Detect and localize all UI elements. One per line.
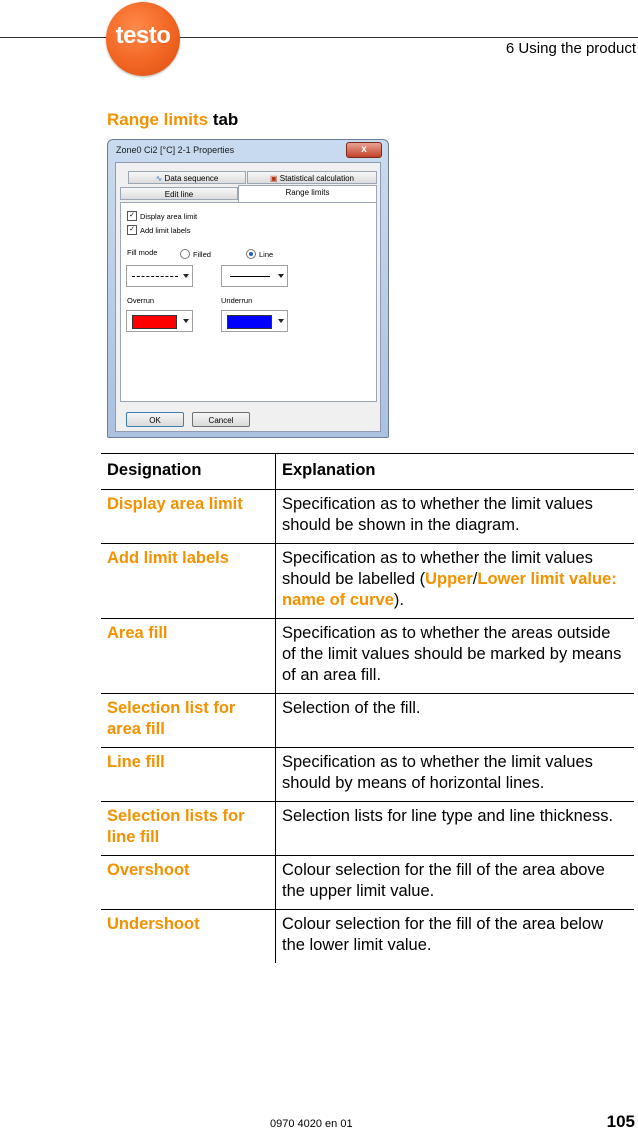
tab-statistical-label: Statistical calculation bbox=[279, 174, 355, 183]
section-title bbox=[107, 110, 238, 130]
chevron-down-icon bbox=[183, 319, 189, 323]
tab-range-limits-label: Range limits bbox=[285, 188, 330, 197]
line-option-label: Line bbox=[259, 249, 274, 259]
logo-text: testo bbox=[115, 22, 171, 49]
chevron-down-icon bbox=[183, 274, 189, 278]
overrun-color-swatch bbox=[132, 315, 177, 329]
page-number: 105 bbox=[606, 1112, 635, 1131]
table-row bbox=[101, 856, 634, 910]
checkbox-checked-icon: ✓ bbox=[127, 225, 137, 235]
tab-data-sequence-label: Data sequence bbox=[164, 174, 219, 183]
range-limits-page bbox=[120, 202, 377, 402]
cancel-button[interactable]: Cancel bbox=[192, 412, 250, 427]
row-designation: Add limit labels bbox=[101, 544, 276, 619]
table-row bbox=[101, 802, 634, 856]
header-explanation: Explanation bbox=[276, 454, 635, 490]
header-designation: Designation bbox=[101, 454, 276, 490]
row-explanation: Colour selection for the fill of the area above the upper limit value. bbox=[276, 856, 635, 910]
overrun-label: Overrun bbox=[127, 296, 155, 305]
testo-logo bbox=[106, 2, 180, 76]
tab-edit-line-label: Edit line bbox=[164, 190, 194, 199]
ok-button[interactable]: OK bbox=[126, 412, 184, 427]
filled-option-label: Filled bbox=[193, 249, 211, 259]
underrun-label: Underrun bbox=[221, 296, 253, 305]
tab-statistical-calculation[interactable] bbox=[247, 171, 377, 184]
row-designation: Display area limit bbox=[101, 490, 276, 544]
lower-term: Lower limit value: name of curve bbox=[282, 570, 617, 609]
row-designation: Selection lists for line fill bbox=[101, 802, 276, 856]
radio-unselected-icon bbox=[180, 249, 190, 259]
solid-line-icon bbox=[230, 276, 270, 277]
underrun-color-swatch bbox=[227, 315, 272, 329]
tab-edit-line[interactable] bbox=[120, 187, 238, 200]
table-row bbox=[101, 748, 634, 802]
chevron-down-icon bbox=[278, 319, 284, 323]
line-type-select[interactable] bbox=[126, 265, 193, 287]
header-rule-left bbox=[0, 37, 110, 38]
row-designation: Line fill bbox=[101, 748, 276, 802]
explanation-end: ). bbox=[393, 591, 404, 609]
slash: / bbox=[472, 570, 478, 588]
header-rule-right bbox=[176, 37, 638, 38]
table-row bbox=[101, 544, 634, 619]
upper-term: Upper bbox=[425, 570, 473, 588]
wave-icon: ∿ bbox=[155, 174, 165, 183]
section-title-keyword: Range limits bbox=[107, 110, 209, 129]
calculator-icon: ▣ bbox=[269, 174, 280, 183]
add-limit-labels-checkbox[interactable] bbox=[127, 225, 190, 235]
row-designation: Selection list for area fill bbox=[101, 694, 276, 748]
row-explanation: Specification as to whether the limit values should by means of horizontal lines. bbox=[276, 748, 635, 802]
dialog-body bbox=[115, 162, 381, 432]
properties-dialog bbox=[107, 139, 389, 438]
fill-mode-filled-radio[interactable] bbox=[180, 249, 211, 259]
overrun-color-select[interactable] bbox=[126, 310, 193, 332]
row-explanation: Colour selection for the fill of the area below the lower limit value. bbox=[276, 910, 635, 964]
table-header-row bbox=[101, 454, 634, 490]
table-row bbox=[101, 694, 634, 748]
row-explanation: Selection of the fill. bbox=[276, 694, 635, 748]
close-button[interactable]: x bbox=[346, 142, 382, 158]
row-explanation: Specification as to whether the areas outside of the limit values should be marked by means of an area fill. bbox=[276, 619, 635, 694]
row-designation: Undershoot bbox=[107, 915, 200, 933]
row-explanation: Selection lists for line type and line thickness. bbox=[276, 802, 635, 856]
row-designation: Overshoot bbox=[101, 856, 276, 910]
underrun-color-select[interactable] bbox=[221, 310, 288, 332]
display-area-limit-checkbox[interactable] bbox=[127, 211, 197, 221]
section-title-rest: tab bbox=[208, 110, 239, 129]
radio-selected-icon bbox=[246, 249, 256, 259]
chapter-title: 6 Using the product bbox=[505, 40, 636, 57]
table-row bbox=[101, 910, 634, 964]
checkbox-checked-icon: ✓ bbox=[127, 211, 137, 221]
fill-mode-line-radio[interactable] bbox=[246, 249, 273, 259]
chevron-down-icon bbox=[278, 274, 284, 278]
table-row bbox=[101, 619, 634, 694]
line-thickness-select[interactable] bbox=[221, 265, 288, 287]
tab-range-limits[interactable] bbox=[238, 185, 377, 203]
document-code: 0970 4020 en 01 bbox=[270, 1118, 353, 1130]
dialog-title: Zone0 Ci2 [°C] 2-1 Properties bbox=[116, 145, 235, 155]
row-explanation bbox=[276, 544, 635, 619]
designation-table bbox=[101, 453, 634, 963]
explanation-text: Specification as to whether the limit values should be labelled ( bbox=[282, 549, 593, 588]
display-area-limit-label: Display area limit bbox=[140, 211, 198, 221]
row-explanation: Specification as to whether the limit values should be shown in the diagram. bbox=[276, 490, 635, 544]
fill-mode-label: Fill mode bbox=[127, 248, 158, 257]
add-limit-labels-label: Add limit labels bbox=[140, 225, 191, 235]
tab-data-sequence[interactable] bbox=[128, 171, 246, 184]
dash-dot-line-icon bbox=[132, 276, 178, 277]
row-designation: Area fill bbox=[101, 619, 276, 694]
table-row bbox=[101, 490, 634, 544]
